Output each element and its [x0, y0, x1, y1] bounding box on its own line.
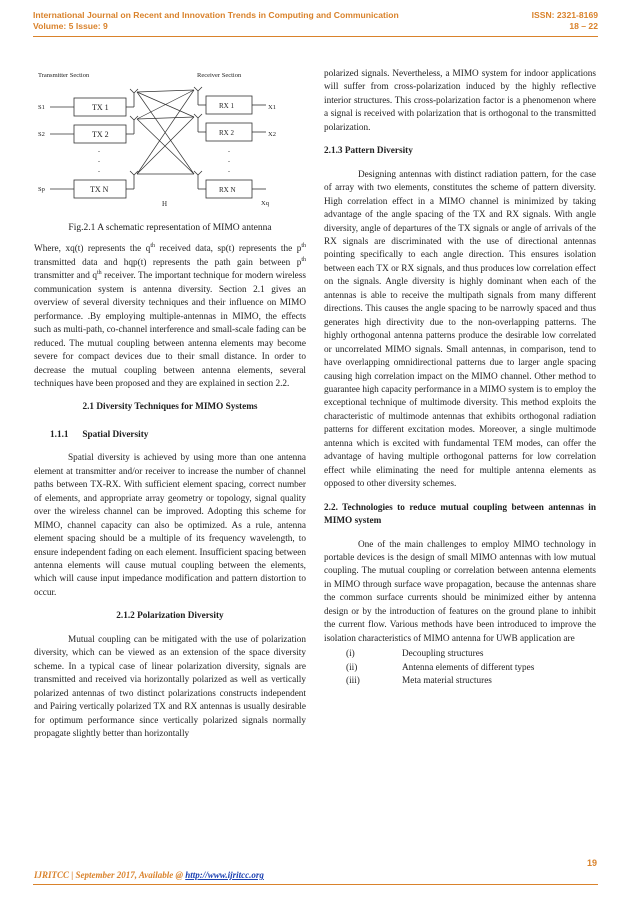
section-heading-2-1-2: 2.1.2 Polarization Diversity	[116, 611, 224, 622]
label-x1: X1	[268, 104, 276, 111]
txn-label: TX N	[90, 185, 109, 194]
rx1-label: RX 1	[219, 102, 234, 110]
section-heading-2-1: 2.1 Diversity Techniques for MIMO Systems	[82, 402, 258, 413]
superscript: th	[150, 243, 155, 250]
paragraph-pattern-diversity: Designing antennas with distinct radiation pattern, for the case of array with two elements, constitutes the scheme of pattern diversity. High correlation effect in a MIMO channel is minimized by taking advantage of the angle spacing of the TX and RX signals. With angle diversity, angle of departures of the TX signals or angle of arrivals of the RX signals are discriminated with the use of directional antennas pointing specifically to each angle direction. This ensures isolation between each TX or RX signals, and thus produces low correlation effect on the signals. Angle diversity is highly dominant when each of the antennas is able to receive the multipath signals from many different directions. This causes the angle spacing to be narrowly spaced and thus generates high directivity due to the non-overlapping patterns. The highly orthogonal antenna patterns produce the desirable low correlated or uncorrelated MIMO signals. Small antennas, in comparison, tend to have overlapping omnidirectional patterns due to larger angle spacing causing high correlation impact on the MIMO channel. Other method to guarantee high capacity performance in a MIMO system is to employ the exceptional technique of multimode diversity. This method exploits the characteristic of multimode antennas that exhibits orthogonal radiation patterns for different excitation modes. Moreover, a single multimode antenna which is excited with fundamental TEM modes, can offer the advantage of having multiple orthogonal patterns for low correlation effect while eliminating the need for multiple antenna elements as opposed to other diversity schemes.	[324, 169, 596, 490]
volume-issue: Volume: 5 Issue: 9	[33, 21, 108, 31]
label-s2: S2	[38, 131, 45, 138]
list-item	[324, 662, 596, 675]
list-number: (i)	[346, 649, 355, 660]
tx2-label: TX 2	[92, 130, 109, 139]
mimo-schematic	[34, 68, 306, 218]
label-sp: Sp	[38, 186, 45, 193]
list-number: (ii)	[346, 662, 358, 673]
ellipsis-dot: .	[98, 145, 100, 154]
section-heading-1-1-1: 1.1.1 Spatial Diversity	[50, 429, 149, 440]
page-number: 19	[586, 858, 597, 868]
paragraph-spatial-diversity: Spatial diversity is achieved by using more than one antenna element at transmitter and/or receiver to increase the number of channel paths between TX-RX. With sufficient element spacing, correct number of elements, and appropriate array geometry or topology, signal quality over the wireless channel can be improved. Adopting this scheme for MIMO, channel capacity can also be optimized. As a rule, antenna element spacing should be a multiple of its frequency wavelength, to ensure independent fading on each element. Insufficient spacing between antenna elements will cause mutual coupling between the elements, which will cause input impedance modification and pattern distortion to occur.	[34, 453, 306, 598]
page-footer	[34, 870, 264, 880]
rx2-label: RX 2	[219, 129, 234, 137]
list-text: Antenna elements of different types	[402, 662, 535, 673]
ellipsis-dot: .	[228, 145, 230, 154]
header-right	[532, 10, 598, 32]
label-x2: X2	[268, 131, 276, 138]
superscript: th	[301, 256, 306, 263]
channel-paths	[137, 90, 194, 174]
text-run: receiver. The important technique for modern wireless communication system is antenna diversity. Section 2.1 gives an overview of several diversity techniques and their influence on MIMO performance. .By employing multiple-antennas in MIMO, the effects such as multi-path, co-channel interference and small-scale fading can be reduced. The mutual coupling between antenna elements may become severe for compact devices due to their small distance. In order to decrease the mutual coupling between antenna elements, several techniques have been proposed and they are explained in section 2.2.	[34, 271, 306, 389]
superscript: th	[96, 270, 102, 277]
left-column	[34, 68, 306, 741]
text-run: received data, sp(t) represents the p	[154, 244, 302, 255]
header-left	[33, 10, 399, 32]
page-range: 18 – 22	[569, 21, 598, 31]
ellipsis-dot: .	[98, 165, 100, 174]
ellipsis-dot: .	[98, 155, 100, 164]
superscript: th	[301, 243, 306, 250]
label-h: H	[162, 200, 168, 208]
right-column	[324, 68, 596, 688]
mimo-figure	[34, 68, 306, 218]
paragraph-intro	[34, 243, 306, 391]
header-divider	[33, 36, 598, 37]
list-item	[324, 675, 596, 688]
technique-list	[324, 648, 596, 688]
receiver-section-label: Receiver Section	[197, 72, 242, 79]
tx1-label: TX 1	[92, 103, 109, 112]
paragraph-polarization-diversity: Mutual coupling can be mitigated with the use of polarization diversity, which can be viewed as an extension of the space diversity scheme. In a typical case of linear polarization diversity, signals are transmitted and received via horizontally polarized as well as vertically polarized antennas of two distinct polarizations constructs independent and Pairing vertically polarized TX and RX antennas is usually desirable for optimum performance since vertically polarized signals normally propagate slightly better than horizontally	[34, 634, 306, 739]
paragraph-mutual-coupling: One of the main challenges to employ MIMO technology in portable devices is the design of small MIMO antennas with low mutual coupling. The mutual coupling or correlation between antenna elements in MIMO through surface wave propagation, because the antennas share the common surface currents should be minimized either by antenna design or by the introduction of features on the ground plane to inhibit the current flow. Various methods have been introduced to improve the isolation characteristics of MIMO antenna for UWB application are	[324, 539, 596, 644]
paragraph-polarization-continued: polarized signals. Nevertheless, a MIMO system for indoor applications will suffer from cross-polarization induced by the highly reflective interior structures. This cross-polarization factor is a phenomenon where a signal is received with polarization that is orthogonal to the transmitted polarization.	[324, 69, 596, 133]
journal-link[interactable]: http://www.ijritcc.org	[185, 870, 264, 880]
text-run: transmitter and q	[34, 271, 97, 282]
label-s1: S1	[38, 104, 45, 111]
list-text: Meta material structures	[402, 676, 492, 686]
ellipsis-dot: .	[228, 155, 230, 164]
rxn-label: RX N	[219, 186, 236, 194]
footer-divider	[33, 884, 598, 885]
transmitter-section-label: Transmitter Section	[38, 72, 90, 79]
label-xq: Xq	[261, 200, 269, 207]
list-number: (iii)	[346, 676, 360, 686]
issn: ISSN: 2321-8169	[531, 10, 598, 20]
section-heading-2-1-3: 2.1.3 Pattern Diversity	[324, 146, 413, 157]
section-heading-2-2: 2.2. Technologies to reduce mutual coupling between antennas in MIMO system	[324, 502, 596, 527]
journal-title: International Journal on Recent and Innovation Trends in Computing and Communication	[33, 10, 399, 20]
text-run: transmitted data and hqp(t) represents the path gain between p	[34, 257, 302, 268]
list-item	[324, 648, 596, 661]
text-run: Where, xq(t) represents the q	[34, 244, 151, 255]
ellipsis-dot: .	[228, 165, 230, 174]
footer-text: IJRITCC | September 2017, Available @	[34, 870, 186, 880]
figure-caption: Fig.2.1 A schematic representation of MIMO antenna	[68, 223, 272, 233]
list-text: Decoupling structures	[402, 649, 484, 660]
